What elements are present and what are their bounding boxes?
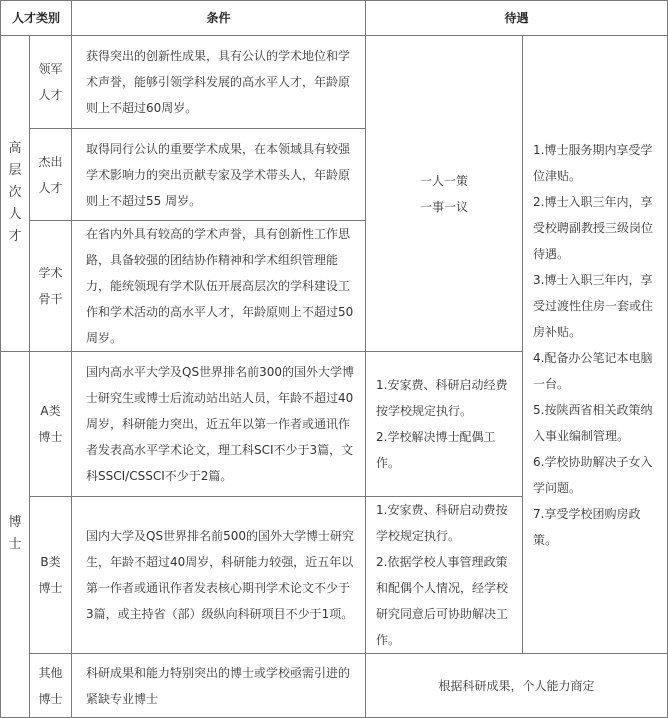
row-condition-phd-a: 国内高水平大学及QS世界排名前300的国外大学博士研究生或博士后流动站出站人员，年龄不超过40周岁，科研能力突出，近五年以第一作者或通讯作者发表高水平学术论文，理工科SCI不少于3篇，文科SSCI/CSSCI不少于2篇。 bbox=[72, 352, 366, 497]
row-name-outstanding-talent: 杰出人才 bbox=[30, 129, 72, 221]
row-name-phd-other: 其他博士 bbox=[30, 654, 72, 718]
common-treatment-item: 5.按陕西省相关政策纳入事业编制管理。 bbox=[533, 402, 653, 443]
row-treatment-phd-b: 1.安家费、科研启动费按学校规定执行。 2.依据学校人事管理政策和配偶个人情况，经学校研究同意后可协助解决工作。 bbox=[366, 497, 523, 654]
common-treatment-item: 2.博士入职三年内，享受校聘副教授三级岗位待遇。 bbox=[533, 194, 654, 261]
header-treatment: 待遇 bbox=[366, 1, 668, 36]
common-treatment-item: 1.博士服务期内享受学位津贴。 bbox=[533, 142, 653, 183]
header-category: 人才类别 bbox=[1, 1, 72, 36]
common-treatment-list bbox=[523, 36, 668, 654]
row-condition-outstanding-talent: 取得同行公认的重要学术成果，在本领域具有较强学术影响力的突出贡献专家及学术带头人，年龄原则上不超过55 周岁。 bbox=[72, 129, 366, 221]
row-condition-phd-other: 科研成果和能力特别突出的博士或学校亟需引进的紧缺专业博士 bbox=[72, 654, 366, 718]
common-treatment-item: 6.学校协助解决子女入学问题。 bbox=[533, 454, 653, 495]
table-row bbox=[1, 36, 668, 129]
row-condition-academic-backbone: 在省内外具有较高的学术声誉，具有创新性工作思路，具备较强的团结协作精神和学术组织管理能力，能统领现有学术队伍开展高层次的学科建设工作和学术活动的高水平人才，年龄原则上不超过50周岁。 bbox=[72, 221, 366, 352]
high-level-treatment bbox=[366, 36, 523, 352]
common-treatment-item: 4.配备办公笔记本电脑一台。 bbox=[533, 350, 653, 391]
header-row bbox=[1, 1, 668, 36]
row-treatment-phd-a: 1.安家费、科研启动经费按学校规定执行。 2.学校解决博士配偶工作。 bbox=[366, 352, 523, 497]
common-treatment-item: 3.博士入职三年内，享受过渡性住房一套或住房补贴。 bbox=[533, 272, 654, 339]
row-treatment-phd-other: 根据科研成果，个人能力商定 bbox=[366, 654, 668, 718]
row-name-phd-a: A类博士 bbox=[30, 352, 72, 497]
row-condition-phd-b: 国内大学及QS世界排名前500的国外大学博士研究生，年龄不超过40周岁，科研能力较强，近五年以第一作者或通讯作者发表核心期刊学术论文不少于3篇，或主持省（部）级纵向科研项目不少于1项。 bbox=[72, 497, 366, 654]
common-treatment-item: 7.享受学校团购房政策。 bbox=[533, 506, 641, 547]
row-name-phd-b: B类博士 bbox=[30, 497, 72, 654]
table-row bbox=[1, 654, 668, 718]
treatment-line-1: 一人一策 bbox=[420, 173, 469, 188]
group-label-phd: 博士 bbox=[1, 352, 30, 718]
group-label-high-level: 高层次人才 bbox=[1, 36, 30, 352]
row-name-academic-backbone: 学术骨干 bbox=[30, 221, 72, 352]
row-condition-leading-talent: 获得突出的创新性成果，具有公认的学术地位和学术声誉，能够引领学科发展的高水平人才，年龄原则上不超过60周岁。 bbox=[72, 36, 366, 129]
header-condition: 条件 bbox=[72, 1, 366, 36]
row-name-leading-talent: 领军人才 bbox=[30, 36, 72, 129]
treatment-line-2: 一事一议 bbox=[420, 199, 469, 214]
